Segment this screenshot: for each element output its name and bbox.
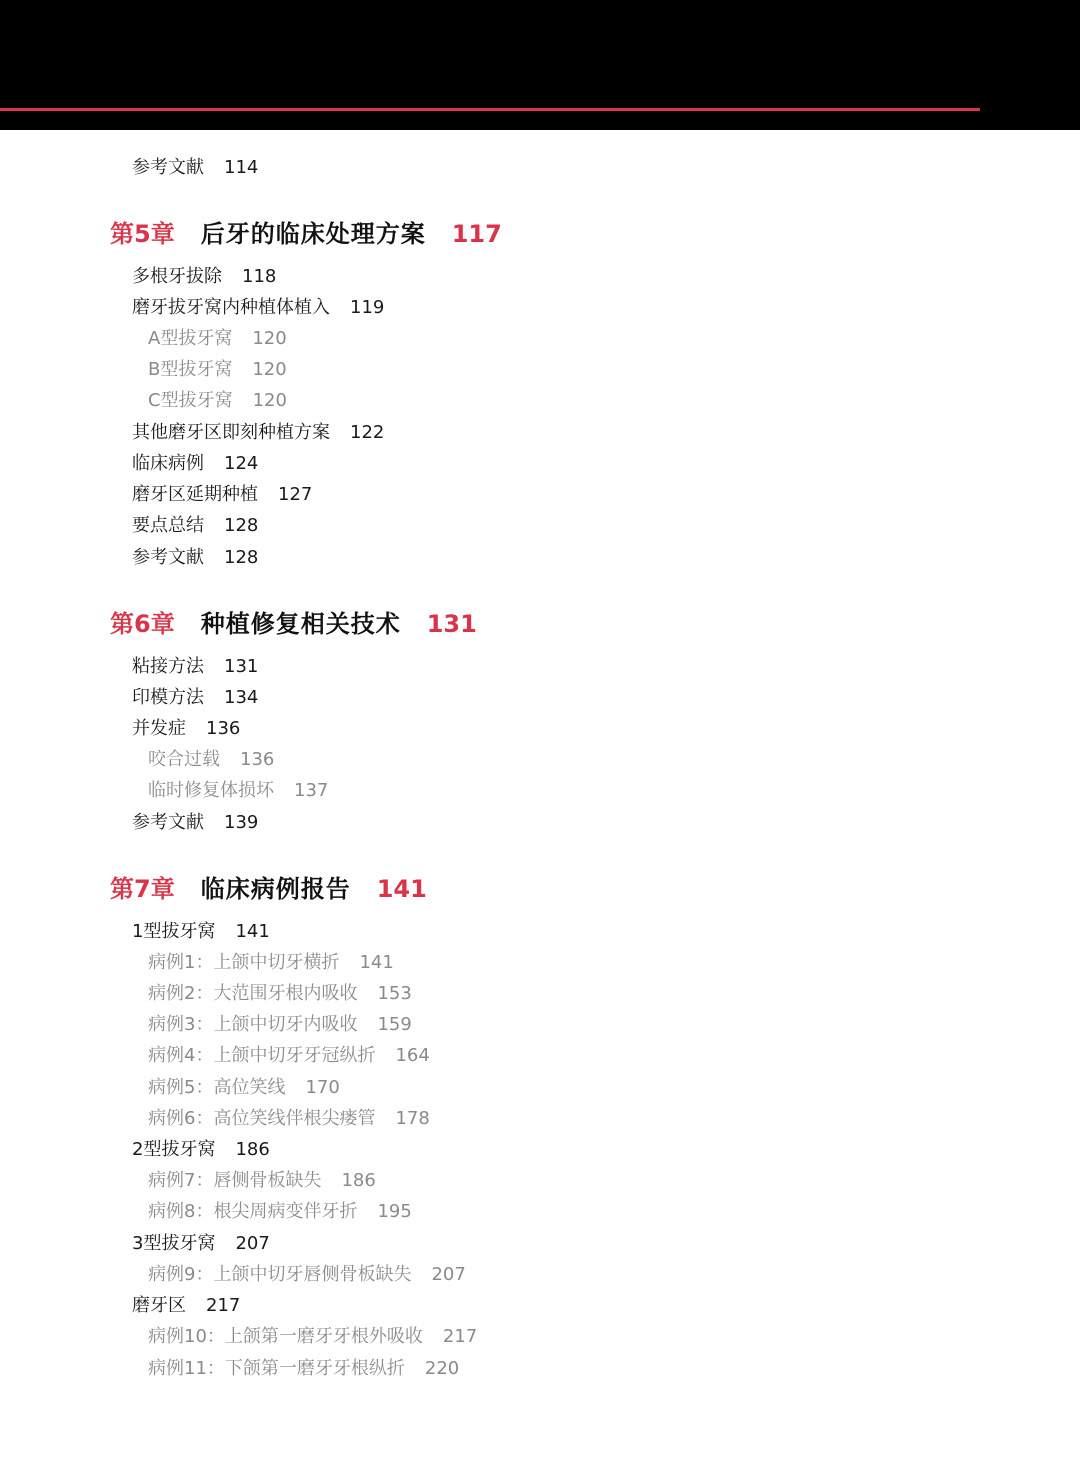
toc-section-item [132,687,258,709]
entry-page-number: 120 [252,359,287,380]
toc-section-item [132,547,258,569]
toc-section-item [132,1233,270,1255]
entry-page-number: 159 [377,1014,412,1035]
entry-page-number: 141 [235,921,270,942]
toc-section-item [132,718,240,740]
entry-page-number: 186 [235,1139,270,1160]
entry-title: 病例9：上颌中切牙唇侧骨板缺失 [148,1264,412,1285]
entry-title: 病例7：唇侧骨板缺失 [148,1170,322,1191]
toc-subsection-item [148,1264,466,1286]
toc-section-item [132,157,258,179]
toc-section-item [132,656,258,678]
toc-subsection-item [148,359,287,381]
toc-subsection-item [148,1326,477,1348]
toc-subsection-item [148,983,412,1005]
entry-page-number: 178 [395,1108,430,1129]
entry-title: 2型拔牙窝 [132,1139,216,1160]
entry-title: 并发症 [132,718,186,739]
entry-title: 病例8：根尖周病变伴牙折 [148,1201,358,1222]
entry-title: 磨牙区延期种植 [132,484,258,505]
entry-title: 参考文献 [132,812,204,833]
entry-title: 病例1：上颌中切牙横折 [148,952,340,973]
entry-page-number: 128 [224,547,259,568]
toc-subsection-item [148,1077,340,1099]
entry-page-number: 134 [224,687,259,708]
entry-title: C型拔牙窝 [148,390,233,411]
toc-section-item [132,1139,270,1161]
entry-page-number: 207 [235,1233,270,1254]
entry-page-number: 118 [242,266,277,287]
entry-page-number: 153 [377,983,412,1004]
entry-page-number: 164 [395,1045,430,1066]
entry-title: 1型拔牙窝 [132,921,216,942]
entry-page-number: 119 [350,297,385,318]
entry-page-number: 136 [240,749,275,770]
toc-subsection-item [148,1045,430,1067]
entry-title: 临床病例 [132,453,204,474]
toc-section-item [132,812,258,834]
chapter-heading [110,874,427,904]
entry-title: B型拔牙窝 [148,359,233,380]
entry-title: 病例10：上颌第一磨牙牙根外吸收 [148,1326,423,1347]
toc-section-item [132,266,276,288]
chapter-title: 临床病例报告 [200,875,351,903]
entry-title: 参考文献 [132,547,204,568]
toc-subsection-item [148,390,287,412]
toc-subsection-item [148,1014,412,1036]
toc-section-item [132,515,258,537]
chapter-number: 第6章 [110,610,175,638]
entry-page-number: 141 [359,952,394,973]
top-header-band [0,0,1080,130]
toc-section-item [132,453,258,475]
entry-title: 病例5：高位笑线 [148,1077,286,1098]
chapter-number: 第7章 [110,875,175,903]
entry-page-number: 124 [224,453,259,474]
toc-subsection-item [148,1358,459,1380]
entry-page-number: 139 [224,812,259,833]
entry-page-number: 137 [294,780,329,801]
entry-page-number: 217 [442,1326,478,1347]
entry-title: 磨牙拔牙窝内种植体植入 [132,297,330,318]
entry-page-number: 127 [278,484,313,505]
toc-subsection-item [148,1201,412,1223]
entry-title: A型拔牙窝 [148,328,233,349]
toc-subsection-item [148,952,394,974]
chapter-number: 第5章 [110,220,175,248]
chapter-heading [110,219,502,249]
toc-subsection-item [148,1170,376,1192]
entry-page-number: 114 [224,157,259,178]
entry-title: 参考文献 [132,157,204,178]
entry-title: 其他磨牙区即刻种植方案 [132,422,330,443]
toc-section-item [132,1295,240,1317]
entry-title: 印模方法 [132,687,204,708]
entry-title: 病例11：下颌第一磨牙牙根纵折 [148,1358,405,1379]
entry-page-number: 220 [424,1358,460,1379]
entry-title: 病例2：大范围牙根内吸收 [148,983,358,1004]
toc-section-item [132,297,384,319]
chapter-heading [110,609,477,639]
toc-subsection-item [148,1108,430,1130]
entry-page-number: 120 [252,328,287,349]
entry-page-number: 131 [224,656,259,677]
chapter-title: 种植修复相关技术 [200,610,401,638]
toc-section-item [132,484,312,506]
entry-page-number: 195 [377,1201,412,1222]
entry-title: 粘接方法 [132,656,204,677]
entry-page-number: 120 [252,390,287,411]
entry-title: 磨牙区 [132,1295,186,1316]
header-red-rule [0,108,980,111]
toc-subsection-item [148,328,287,350]
entry-page-number: 217 [206,1295,241,1316]
chapter-page-number: 141 [376,875,427,903]
toc-subsection-item [148,780,328,802]
chapter-title: 后牙的临床处理方案 [200,220,426,248]
entry-page-number: 207 [431,1264,466,1285]
entry-title: 病例4：上颌中切牙牙冠纵折 [148,1045,376,1066]
toc-subsection-item [148,749,274,771]
entry-title: 病例6：高位笑线伴根尖瘘管 [148,1108,376,1129]
entry-title: 3型拔牙窝 [132,1233,216,1254]
entry-page-number: 186 [341,1170,376,1191]
entry-page-number: 128 [224,515,259,536]
entry-title: 病例3：上颌中切牙内吸收 [148,1014,358,1035]
toc-section-item [132,422,384,444]
entry-title: 咬合过载 [148,749,220,770]
entry-title: 要点总结 [132,515,204,536]
entry-title: 临时修复体损坏 [148,780,274,801]
entry-page-number: 122 [350,422,385,443]
entry-title: 多根牙拔除 [132,266,222,287]
toc-section-item [132,921,270,943]
entry-page-number: 136 [206,718,241,739]
chapter-page-number: 131 [426,610,477,638]
entry-page-number: 170 [305,1077,340,1098]
chapter-page-number: 117 [451,220,502,248]
